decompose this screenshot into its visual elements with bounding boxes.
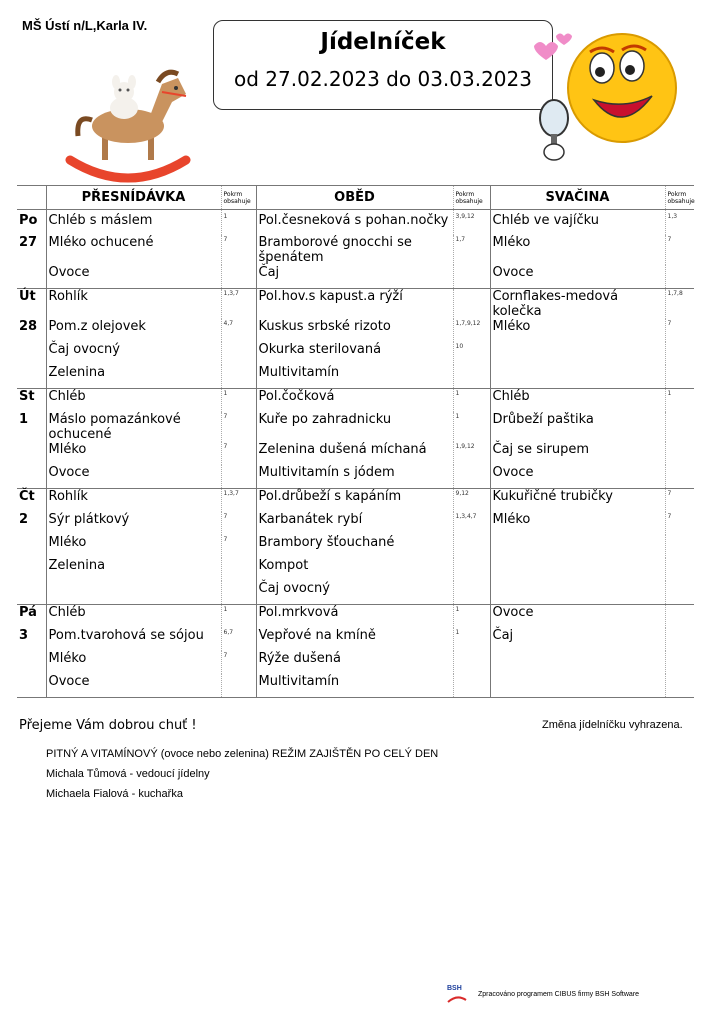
breakfast-item: Chléb bbox=[46, 605, 221, 629]
day-number: 2 bbox=[19, 512, 29, 527]
bsh-logo-text: BSH bbox=[447, 985, 462, 992]
snack-item: Mléko bbox=[490, 512, 665, 535]
day-cell bbox=[17, 581, 46, 605]
day-number: 1 bbox=[19, 412, 29, 427]
menu-row bbox=[17, 581, 694, 605]
snack-allergens bbox=[665, 605, 694, 629]
breakfast-item: Ovoce bbox=[46, 674, 221, 698]
lunch-allergens bbox=[453, 365, 490, 389]
breakfast-item: Ovoce bbox=[46, 265, 221, 289]
lunch-allergens: 1 bbox=[453, 605, 490, 629]
breakfast-item: Chléb bbox=[46, 389, 221, 413]
breakfast-allergens bbox=[221, 342, 256, 365]
snack-allergens bbox=[665, 265, 694, 289]
breakfast-allergens: 1,3,7 bbox=[221, 289, 256, 320]
snack-allergens bbox=[665, 442, 694, 465]
software-credit: Zpracováno programem CIBUS firmy BSH Software bbox=[478, 991, 640, 998]
menu-row bbox=[17, 628, 694, 651]
breakfast-allergens bbox=[221, 674, 256, 698]
wish-text: Přejeme Vám dobrou chuť ! bbox=[19, 718, 197, 733]
menu-period: od 27.02.2023 do 03.03.2023 bbox=[234, 67, 532, 91]
day-cell bbox=[17, 535, 46, 558]
day-abbr: Čt bbox=[17, 489, 46, 513]
snack-allergens: 1 bbox=[665, 389, 694, 413]
staff-cook: Michaela Fialová - kuchařka bbox=[46, 788, 183, 800]
breakfast-item: Zelenina bbox=[46, 365, 221, 389]
lunch-item: Vepřové na kmíně bbox=[256, 628, 453, 651]
snack-item bbox=[490, 651, 665, 674]
snack-allergens bbox=[665, 365, 694, 389]
day-abbr: St bbox=[17, 389, 46, 413]
day-abbr: Pá bbox=[17, 605, 46, 629]
breakfast-item: Chléb s máslem bbox=[46, 210, 221, 236]
smiley-with-mirror-illustration bbox=[532, 26, 682, 166]
snack-item: Čaj se sirupem bbox=[490, 442, 665, 465]
snack-item bbox=[490, 342, 665, 365]
breakfast-allergens: 7 bbox=[221, 235, 256, 265]
day-column-header bbox=[17, 186, 46, 210]
snack-item: Ovoce bbox=[490, 465, 665, 489]
lunch-allergens: 3,9,12 bbox=[453, 210, 490, 236]
lunch-item: Zelenina dušená míchaná bbox=[256, 442, 453, 465]
lunch-allergens: 1,9,12 bbox=[453, 442, 490, 465]
page-title: Jídelníček bbox=[320, 29, 446, 55]
snack-allergens bbox=[665, 628, 694, 651]
breakfast-allergens: 6,7 bbox=[221, 628, 256, 651]
breakfast-item: Zelenina bbox=[46, 558, 221, 581]
breakfast-item: Pom.z olejovek bbox=[46, 319, 221, 342]
snack-allergens: 1,7,8 bbox=[665, 289, 694, 320]
menu-row bbox=[17, 365, 694, 389]
snack-item: Čaj bbox=[490, 628, 665, 651]
lunch-item: Bramborové gnocchi se špenátem bbox=[256, 235, 453, 265]
snack-item: Chléb ve vajíčku bbox=[490, 210, 665, 236]
snack-item: Cornflakes-medová kolečka bbox=[490, 289, 665, 320]
allergens-header: Pokrm obsahuje bbox=[665, 186, 694, 210]
title-box bbox=[213, 20, 553, 110]
lunch-item: Multivitamín s jódem bbox=[256, 465, 453, 489]
snack-item bbox=[490, 365, 665, 389]
day-cell bbox=[17, 342, 46, 365]
snack-allergens bbox=[665, 342, 694, 365]
day-cell bbox=[17, 558, 46, 581]
lunch-allergens: 1 bbox=[453, 412, 490, 442]
breakfast-allergens bbox=[221, 465, 256, 489]
breakfast-item: Sýr plátkový bbox=[46, 512, 221, 535]
lunch-allergens: 1 bbox=[453, 628, 490, 651]
allergens-header: Pokrm obsahuje bbox=[221, 186, 256, 210]
school-name: MŠ Ústí n/L,Karla IV. bbox=[22, 18, 148, 33]
lunch-item: Multivitamín bbox=[256, 674, 453, 698]
lunch-item: Pol.hov.s kapust.a rýží bbox=[256, 289, 453, 320]
snack-allergens bbox=[665, 558, 694, 581]
snack-allergens bbox=[665, 651, 694, 674]
breakfast-allergens: 7 bbox=[221, 651, 256, 674]
breakfast-allergens bbox=[221, 365, 256, 389]
menu-row bbox=[17, 674, 694, 698]
snack-header: SVAČINA bbox=[490, 186, 665, 210]
breakfast-item: Mléko bbox=[46, 651, 221, 674]
day-cell bbox=[17, 674, 46, 698]
breakfast-allergens bbox=[221, 265, 256, 289]
lunch-item: Okurka sterilovaná bbox=[256, 342, 453, 365]
breakfast-item: Mléko bbox=[46, 442, 221, 465]
lunch-allergens bbox=[453, 535, 490, 558]
snack-item bbox=[490, 581, 665, 605]
snack-item bbox=[490, 535, 665, 558]
day-abbr: Po bbox=[19, 213, 38, 228]
breakfast-allergens: 1 bbox=[221, 389, 256, 413]
lunch-allergens: 1 bbox=[453, 389, 490, 413]
breakfast-item: Rohlík bbox=[46, 289, 221, 320]
menu-row bbox=[17, 512, 694, 535]
snack-allergens bbox=[665, 674, 694, 698]
allergens-header: Pokrm obsahuje bbox=[453, 186, 490, 210]
lunch-item: Kompot bbox=[256, 558, 453, 581]
lunch-item: Multivitamín bbox=[256, 365, 453, 389]
snack-item: Chléb bbox=[490, 389, 665, 413]
day-number: 27 bbox=[19, 235, 38, 250]
breakfast-allergens bbox=[221, 581, 256, 605]
breakfast-item: Pom.tvarohová se sójou bbox=[46, 628, 221, 651]
snack-allergens bbox=[665, 412, 694, 442]
snack-allergens: 7 bbox=[665, 319, 694, 342]
lunch-allergens: 1,3,4,7 bbox=[453, 512, 490, 535]
menu-row bbox=[17, 289, 694, 320]
menu-row bbox=[17, 389, 694, 413]
snack-allergens: 7 bbox=[665, 512, 694, 535]
menu-row bbox=[17, 535, 694, 558]
breakfast-allergens: 1,3,7 bbox=[221, 489, 256, 513]
breakfast-item: Mléko ochucené bbox=[46, 235, 221, 265]
snack-allergens bbox=[665, 535, 694, 558]
day-cell bbox=[17, 465, 46, 489]
snack-allergens bbox=[665, 465, 694, 489]
day-cell bbox=[17, 265, 46, 289]
lunch-allergens bbox=[453, 289, 490, 320]
lunch-item: Brambory šťouchané bbox=[256, 535, 453, 558]
menu-table bbox=[17, 185, 694, 698]
menu-row bbox=[17, 265, 694, 289]
menu-row bbox=[17, 489, 694, 513]
lunch-item: Pol.drůbeží s kapáním bbox=[256, 489, 453, 513]
drink-regime-note: PITNÝ A VITAMÍNOVÝ (ovoce nebo zelenina) REŽIM ZAJIŠTĚN PO CELÝ DEN bbox=[46, 748, 439, 760]
lunch-item: Pol.česneková s pohan.nočky bbox=[256, 210, 453, 236]
lunch-allergens bbox=[453, 558, 490, 581]
breakfast-allergens: 7 bbox=[221, 535, 256, 558]
menu-row bbox=[17, 465, 694, 489]
staff-manager: Michala Tůmová - vedoucí jídelny bbox=[46, 768, 210, 780]
breakfast-allergens: 7 bbox=[221, 412, 256, 442]
lunch-item: Kuskus srbské rizoto bbox=[256, 319, 453, 342]
breakfast-item bbox=[46, 581, 221, 605]
rocking-horse-illustration bbox=[62, 56, 194, 184]
snack-allergens: 7 bbox=[665, 235, 694, 265]
breakfast-header: PŘESNÍDÁVKA bbox=[46, 186, 221, 210]
lunch-item: Čaj ovocný bbox=[256, 581, 453, 605]
snack-item: Drůbeží paštika bbox=[490, 412, 665, 442]
lunch-allergens: 9,12 bbox=[453, 489, 490, 513]
menu-row bbox=[17, 558, 694, 581]
breakfast-allergens: 1 bbox=[221, 605, 256, 629]
lunch-allergens: 1,7,9,12 bbox=[453, 319, 490, 342]
day-number: 28 bbox=[19, 319, 38, 334]
menu-row bbox=[17, 412, 694, 442]
snack-item: Ovoce bbox=[490, 265, 665, 289]
breakfast-allergens: 4,7 bbox=[221, 319, 256, 342]
menu-row bbox=[17, 342, 694, 365]
lunch-item: Kuře po zahradnicku bbox=[256, 412, 453, 442]
menu-row bbox=[17, 319, 694, 342]
breakfast-allergens bbox=[221, 558, 256, 581]
lunch-item: Čaj bbox=[256, 265, 453, 289]
snack-allergens bbox=[665, 581, 694, 605]
breakfast-allergens: 1 bbox=[221, 210, 256, 236]
snack-item: Mléko bbox=[490, 319, 665, 342]
breakfast-item: Čaj ovocný bbox=[46, 342, 221, 365]
snack-item: Mléko bbox=[490, 235, 665, 265]
lunch-allergens bbox=[453, 651, 490, 674]
lunch-allergens bbox=[453, 581, 490, 605]
change-notice: Změna jídelníčku vyhrazena. bbox=[542, 719, 683, 731]
lunch-item: Pol.čočková bbox=[256, 389, 453, 413]
lunch-allergens: 1,7 bbox=[453, 235, 490, 265]
lunch-allergens bbox=[453, 265, 490, 289]
menu-row bbox=[17, 210, 694, 236]
menu-body bbox=[17, 210, 694, 698]
day-cell bbox=[17, 442, 46, 465]
breakfast-item: Mléko bbox=[46, 535, 221, 558]
day-abbr: Út bbox=[17, 289, 46, 320]
lunch-header: OBĚD bbox=[256, 186, 453, 210]
day-cell bbox=[17, 365, 46, 389]
menu-row bbox=[17, 651, 694, 674]
snack-item: Kukuřičné trubičky bbox=[490, 489, 665, 513]
lunch-allergens bbox=[453, 465, 490, 489]
breakfast-allergens: 7 bbox=[221, 442, 256, 465]
day-cell bbox=[17, 651, 46, 674]
breakfast-item: Ovoce bbox=[46, 465, 221, 489]
breakfast-item: Rohlík bbox=[46, 489, 221, 513]
day-number: 3 bbox=[19, 628, 29, 643]
lunch-item: Karbanátek rybí bbox=[256, 512, 453, 535]
snack-item: Ovoce bbox=[490, 605, 665, 629]
menu-row bbox=[17, 442, 694, 465]
breakfast-item: Máslo pomazánkové ochucené bbox=[46, 412, 221, 442]
menu-row bbox=[17, 605, 694, 629]
lunch-allergens: 10 bbox=[453, 342, 490, 365]
lunch-item: Pol.mrkvová bbox=[256, 605, 453, 629]
breakfast-allergens: 7 bbox=[221, 512, 256, 535]
snack-item bbox=[490, 674, 665, 698]
lunch-allergens bbox=[453, 674, 490, 698]
lunch-item: Rýže dušená bbox=[256, 651, 453, 674]
snack-allergens: 7 bbox=[665, 489, 694, 513]
snack-allergens: 1,3 bbox=[665, 210, 694, 236]
snack-item bbox=[490, 558, 665, 581]
menu-row bbox=[17, 235, 694, 265]
